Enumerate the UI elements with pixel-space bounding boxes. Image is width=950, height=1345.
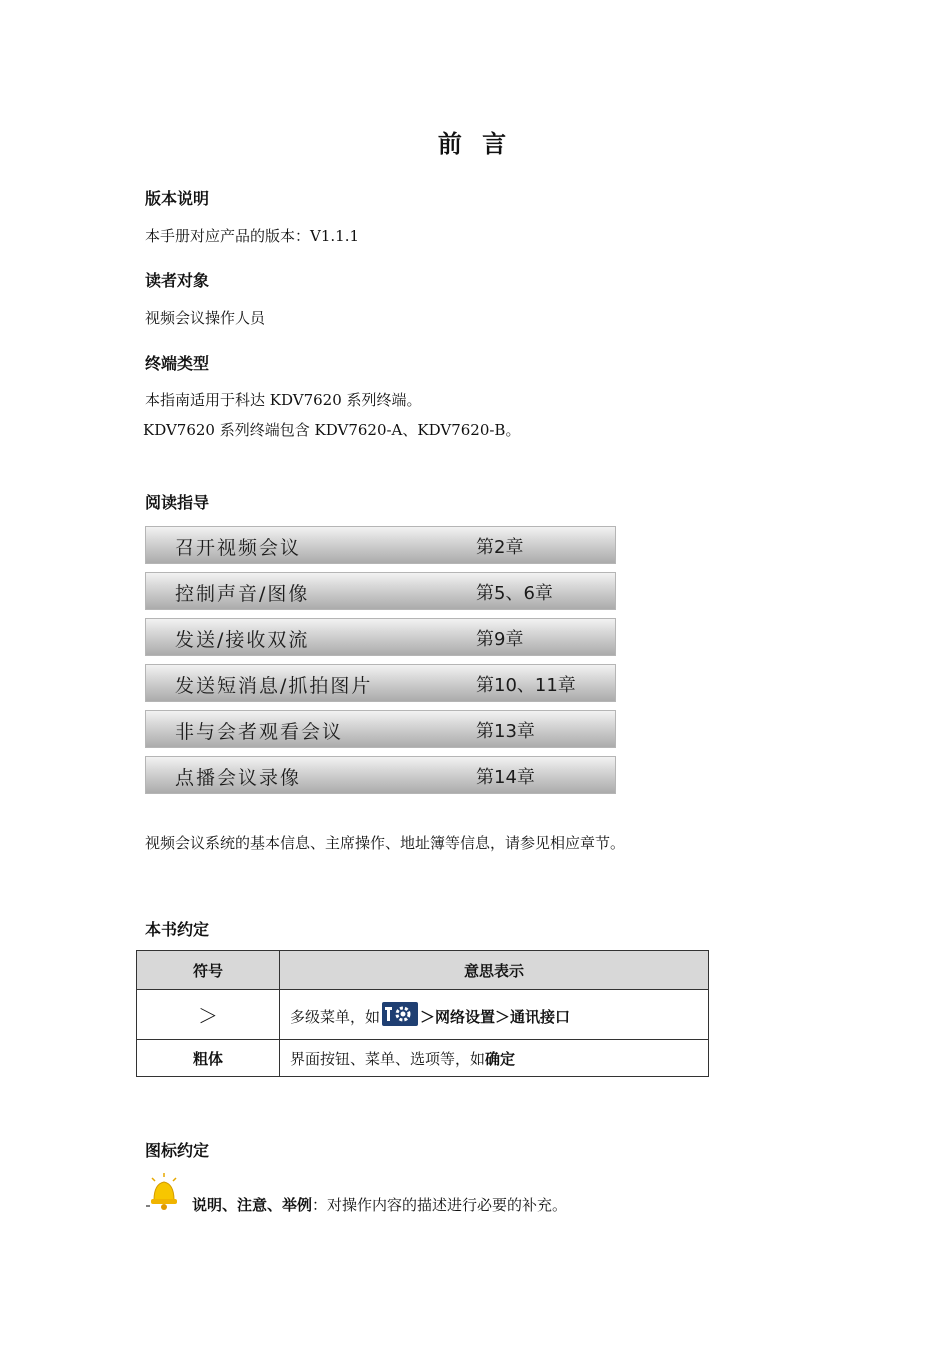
guide-row-label: 发送短消息/抓拍图片 [175,675,373,697]
audience-text: 视频会议操作人员 [145,309,266,327]
symbol-cell: ＞ [137,990,280,1040]
bell-icon [144,1172,184,1212]
guide-row-chapter: 第5、6章 [476,583,553,604]
terminal-heading: 终端类型 [145,354,210,373]
guide-row-label: 召开视频会议 [175,537,302,559]
guide-row [145,756,616,794]
meaning-text: 多级菜单，如 [290,1008,381,1026]
version-heading: 版本说明 [145,189,210,208]
guide-row [145,572,616,610]
guide-row-chapter: 第14章 [476,767,535,788]
conventions-table [136,950,709,1077]
guide-row [145,618,616,656]
meaning-text: 界面按钮、菜单、选项等，如 [290,1049,486,1068]
audience-heading: 读者对象 [145,271,210,290]
conventions-heading: 本书约定 [145,920,210,939]
guide-row-label: 发送/接收双流 [175,629,310,651]
icons-bold-text: 说明、注意、举例 [192,1196,313,1214]
menu-path: ＞网络设置＞通讯接口 [420,1008,571,1026]
meaning-cell [280,1040,709,1077]
terminal-line2: KDV7620 系列终端包含 KDV7620-A、KDV7620-B。 [143,421,521,439]
bold-example: 确定 [485,1049,516,1068]
guide-row-chapter: 第13章 [476,721,535,742]
table-row [137,990,709,1040]
table-row [137,1040,709,1077]
version-text: 本手册对应产品的版本：V1.1.1 [145,227,360,245]
guide-row-label: 控制声音/图像 [175,583,310,605]
guide-row-chapter: 第9章 [476,629,524,650]
icons-text [192,1190,567,1220]
page-title: 前 言 [437,130,513,158]
icons-heading: 图标约定 [145,1141,210,1160]
icons-desc-text: ：对操作内容的描述进行必要的补充。 [312,1196,568,1214]
guide-row-label: 点播会议录像 [175,767,302,789]
guide-row-label: 非与会者观看会议 [175,721,344,743]
col-symbol-header: 符号 [137,951,280,990]
settings-gear-icon [382,1002,418,1026]
guide-row [145,664,616,702]
col-meaning-header: 意思表示 [280,951,709,990]
guide-row-chapter: 第2章 [476,537,524,558]
terminal-line1: 本指南适用于科达 KDV7620 系列终端。 [145,391,422,409]
symbol-cell: 粗体 [137,1040,280,1077]
guide-row [145,710,616,748]
meaning-cell [280,990,709,1040]
guide-note: 视频会议系统的基本信息、主席操作、地址簿等信息，请参见相应章节。 [145,834,626,852]
guide-heading: 阅读指导 [145,493,210,512]
guide-row-chapter: 第10、11章 [476,675,576,696]
guide-row [145,526,616,564]
